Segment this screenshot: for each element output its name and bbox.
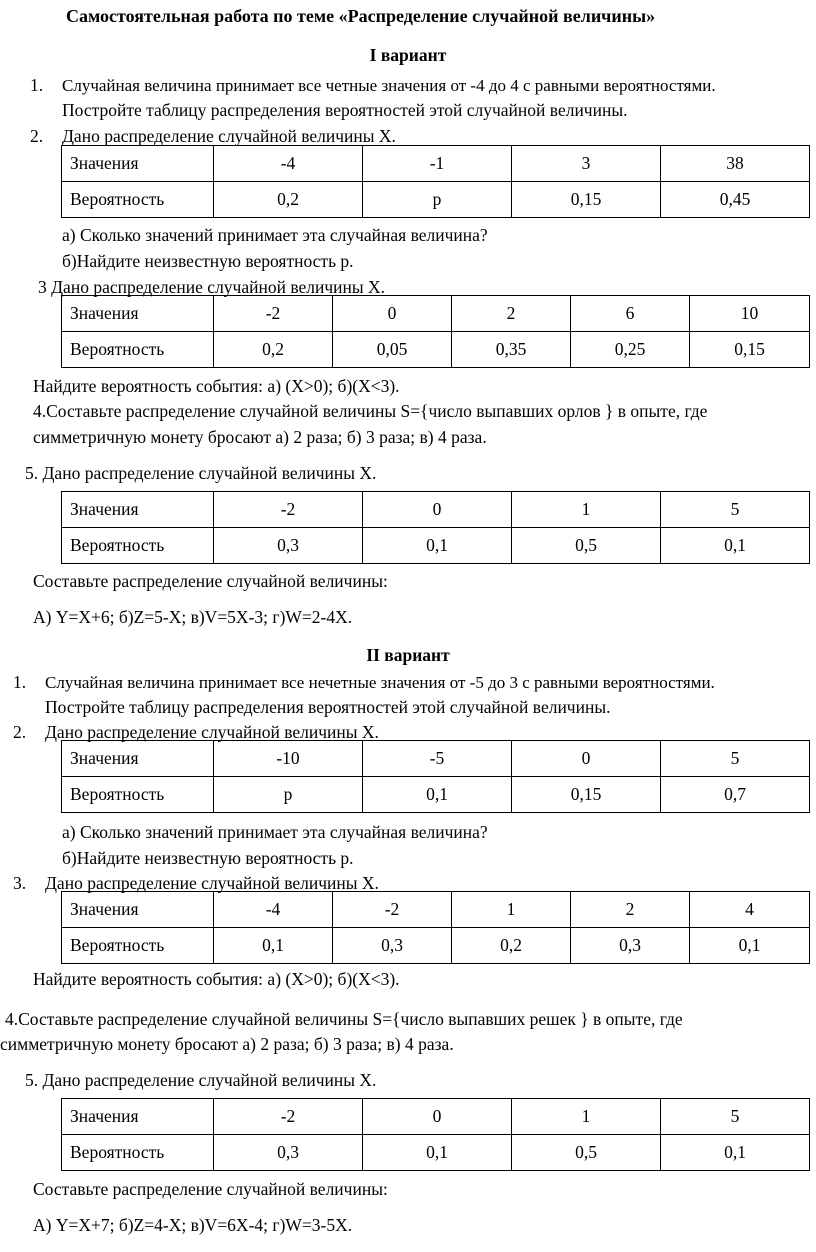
v1-task2-question-a: а) Сколько значений принимает эта случайная величина? (62, 225, 488, 245)
value-cell: 0 (333, 296, 452, 332)
probability-cell: 0,2 (452, 928, 571, 964)
row-label: Вероятность (62, 928, 214, 964)
probability-cell: 0,1 (363, 1135, 512, 1171)
value-cell: -10 (214, 741, 363, 777)
v1-task3-question: Найдите вероятность события: а) (Х>0); б)(Х<3). (33, 376, 400, 396)
probability-cell: 0,1 (661, 1135, 810, 1171)
value-cell: 5 (661, 492, 810, 528)
probability-row (62, 777, 810, 813)
probability-cell: 0,15 (690, 332, 810, 368)
v1-task1-line1: Случайная величина принимает все четные значения от -4 до 4 с равными вероятностями. (62, 76, 716, 95)
probability-cell: 0,3 (214, 528, 363, 564)
probability-cell: р (214, 777, 363, 813)
v1-task1-number: 1. (30, 75, 44, 95)
probability-cell: 0,5 (512, 1135, 661, 1171)
v1-task2-table (61, 145, 810, 218)
probability-cell: 0,05 (333, 332, 452, 368)
value-cell: 4 (690, 892, 810, 928)
values-row (62, 146, 810, 182)
value-cell: 0 (512, 741, 661, 777)
variant-2-heading: II вариант (366, 645, 450, 665)
variant-1-heading: I вариант (369, 45, 447, 65)
v1-task2-text: Дано распределение случайной величины Х. (62, 126, 396, 146)
v2-task3-number: 3. (13, 873, 27, 893)
value-cell: 5 (661, 1099, 810, 1135)
values-row (62, 741, 810, 777)
v1-task5-text: 5. Дано распределение случайной величины Х. (25, 463, 377, 483)
value-cell: 0 (363, 492, 512, 528)
probability-cell: 0,35 (452, 332, 571, 368)
v1-task2-question-b: б)Найдите неизвестную вероятность р. (62, 251, 354, 271)
probability-cell: 0,2 (214, 332, 333, 368)
v1-task5-formulas: А) Y=X+6; б)Z=5-X; в)V=5X-3; г)W=2-4X. (33, 607, 353, 627)
row-label: Вероятность (62, 332, 214, 368)
probability-cell: 0,1 (363, 528, 512, 564)
value-cell: 2 (452, 296, 571, 332)
v1-task1-line2: Постройте таблицу распределения вероятностей этой случайной величины. (62, 100, 628, 120)
value-cell: -4 (214, 146, 363, 182)
v2-task2-number: 2. (13, 722, 27, 742)
v1-task3-text: 3 Дано распределение случайной величины Х. (38, 277, 386, 297)
v2-task1-line1: Случайная величина принимает все нечетные значения от -5 до 3 с равными вероятностями. (45, 673, 715, 692)
value-cell: -2 (214, 492, 363, 528)
value-cell: -2 (333, 892, 452, 928)
probability-cell: 0,1 (661, 528, 810, 564)
values-row (62, 296, 810, 332)
probability-row (62, 182, 810, 218)
probability-cell: 0,1 (363, 777, 512, 813)
probability-cell: 0,45 (661, 182, 810, 218)
v2-task4-line1: 4.Составьте распределение случайной величины S={число выпавших решек } в опыте, где (5, 1009, 683, 1029)
row-label: Значения (62, 892, 214, 928)
value-cell: -2 (214, 296, 333, 332)
probability-cell: 0,3 (214, 1135, 363, 1171)
value-cell: 10 (690, 296, 810, 332)
value-cell: -4 (214, 892, 333, 928)
value-cell: -1 (363, 146, 512, 182)
probability-cell: 0,15 (512, 182, 661, 218)
probability-cell: 0,2 (214, 182, 363, 218)
value-cell: 0 (363, 1099, 512, 1135)
v2-task1-line2: Постройте таблицу распределения вероятностей этой случайной величины. (45, 697, 611, 717)
row-label: Значения (62, 1099, 214, 1135)
v2-task1-number: 1. (13, 672, 27, 692)
probability-cell: 0,1 (214, 928, 333, 964)
probability-cell: 0,3 (333, 928, 452, 964)
row-label: Значения (62, 492, 214, 528)
probability-cell: 0,1 (690, 928, 810, 964)
values-row (62, 892, 810, 928)
row-label: Вероятность (62, 1135, 214, 1171)
v2-task2-question-a: а) Сколько значений принимает эта случайная величина? (62, 822, 488, 842)
row-label: Значения (62, 296, 214, 332)
page-title: Самостоятельная работа по теме «Распределение случайной величины» (66, 6, 656, 26)
v2-task2-text: Дано распределение случайной величины Х. (45, 722, 379, 742)
value-cell: -2 (214, 1099, 363, 1135)
value-cell: 38 (661, 146, 810, 182)
values-row (62, 492, 810, 528)
probability-cell: 0,3 (571, 928, 690, 964)
probability-row (62, 1135, 810, 1171)
probability-row (62, 528, 810, 564)
value-cell: 1 (512, 492, 661, 528)
row-label: Значения (62, 146, 214, 182)
v2-task2-table (61, 740, 810, 813)
v2-task5-formulas: А) Y=X+7; б)Z=4-X; в)V=6X-4; г)W=3-5X. (33, 1215, 353, 1235)
v2-task4-line2: симметричную монету бросают а) 2 раза; б) 3 раза; в) 4 раза. (0, 1034, 454, 1054)
row-label: Значения (62, 741, 214, 777)
v2-task3-text: Дано распределение случайной величины Х. (45, 873, 379, 893)
probability-cell: 0,15 (512, 777, 661, 813)
v2-task5-text: 5. Дано распределение случайной величины Х. (25, 1070, 377, 1090)
v2-task3-table (61, 891, 810, 964)
probability-cell: 0,5 (512, 528, 661, 564)
row-label: Вероятность (62, 777, 214, 813)
v1-task5-question: Составьте распределение случайной величины: (33, 571, 388, 591)
value-cell: 2 (571, 892, 690, 928)
v1-task5-table (61, 491, 810, 564)
probability-cell: 0,7 (661, 777, 810, 813)
row-label: Вероятность (62, 528, 214, 564)
value-cell: 1 (452, 892, 571, 928)
values-row (62, 1099, 810, 1135)
value-cell: 1 (512, 1099, 661, 1135)
v2-task5-table (61, 1098, 810, 1171)
v2-task3-question: Найдите вероятность события: а) (Х>0); б)(Х<3). (33, 969, 400, 989)
value-cell: 6 (571, 296, 690, 332)
probability-row (62, 928, 810, 964)
probability-row (62, 332, 810, 368)
v1-task4-line2: симметричную монету бросают а) 2 раза; б) 3 раза; в) 4 раза. (33, 427, 487, 447)
probability-cell: р (363, 182, 512, 218)
v2-task5-question: Составьте распределение случайной величины: (33, 1179, 388, 1199)
v1-task2-number: 2. (30, 126, 44, 146)
v1-task3-table (61, 295, 810, 368)
probability-cell: 0,25 (571, 332, 690, 368)
v1-task4-line1: 4.Составьте распределение случайной величины S={число выпавших орлов } в опыте, где (33, 401, 708, 421)
v2-task2-question-b: б)Найдите неизвестную вероятность р. (62, 848, 354, 868)
value-cell: -5 (363, 741, 512, 777)
row-label: Вероятность (62, 182, 214, 218)
value-cell: 3 (512, 146, 661, 182)
value-cell: 5 (661, 741, 810, 777)
